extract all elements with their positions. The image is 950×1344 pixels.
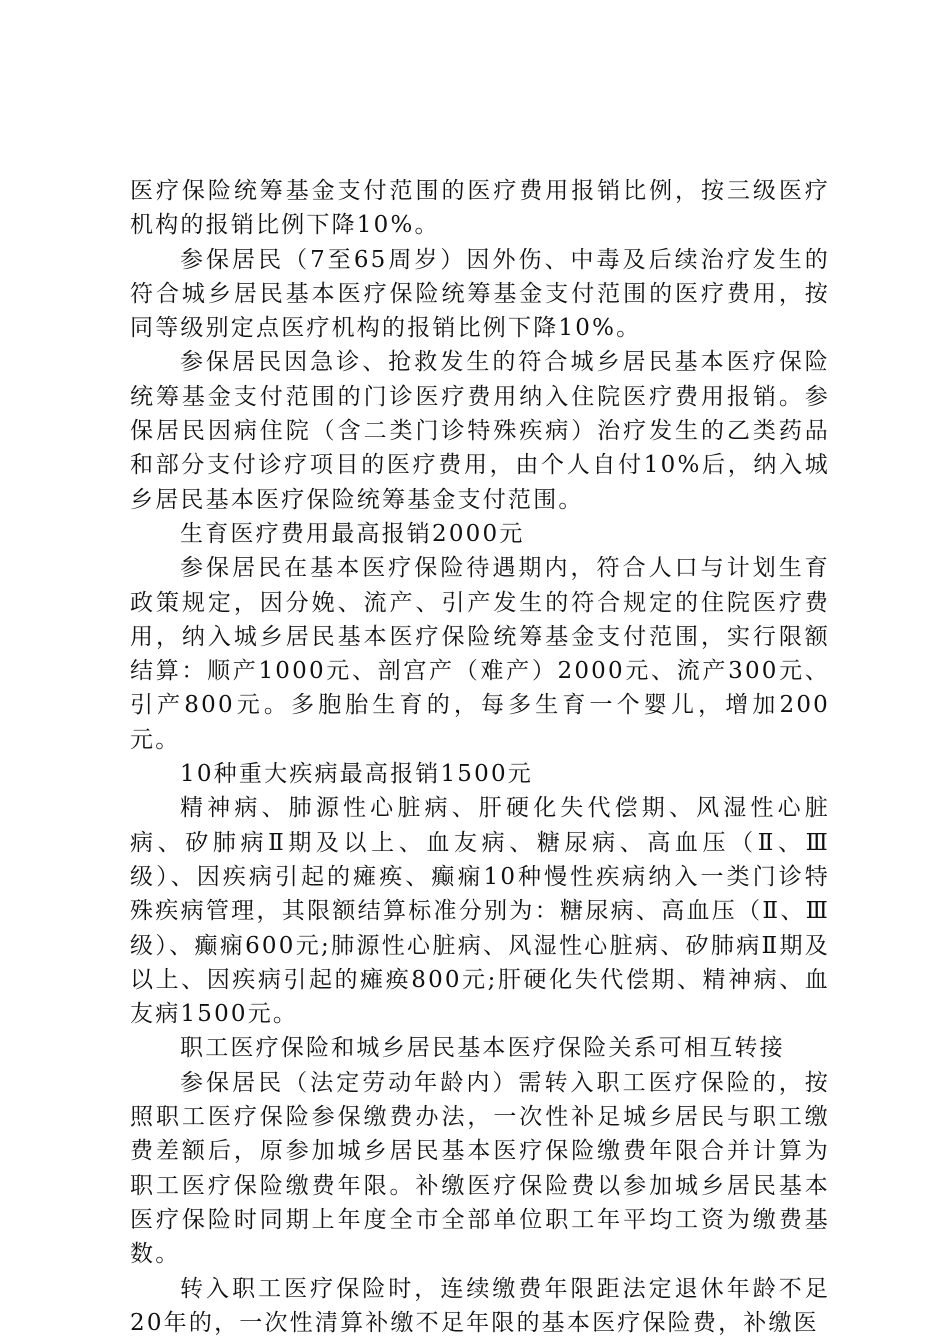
paragraph-retirement-payment: 转入职工医疗保险时，连续缴费年限距法定退休年龄不足20年的，一次性清算补缴不足年限的基本医疗保险费，补缴医: [130, 1275, 830, 1336]
paragraph-continued: 医疗保险统筹基金支付范围的医疗费用报销比例，按三级医疗机构的报销比例下降10%。: [130, 178, 830, 239]
section-heading-maternity: 生育医疗费用最高报销2000元: [180, 520, 525, 547]
section-heading-major-diseases: 10种重大疾病最高报销1500元: [180, 761, 533, 788]
paragraph-emergency-reimbursement: 参保居民因急诊、抢救发生的符合城乡居民基本医疗保险统筹基金支付范围的门诊医疗费用纳入住院医疗费用报销。参保居民因病住院（含二类门诊特殊疾病）治疗发生的乙类药品和部分支付诊疗项目的医疗费用，由个人自付10%后，纳入城乡居民基本医疗保险统筹基金支付范围。: [130, 349, 830, 513]
section-heading-insurance-transfer: 职工医疗保险和城乡居民基本医疗保险关系可相互转接: [180, 1035, 785, 1062]
document-body: [130, 174, 830, 1340]
paragraph-transfer-to-employee-insurance: 参保居民（法定劳动年龄内）需转入职工医疗保险的，按照职工医疗保险参保缴费办法，一次性补足城乡居民与职工缴费差额后，原参加城乡居民基本医疗保险缴费年限合并计算为职工医疗保险缴费年限。补缴医疗保险费以参加城乡居民基本医疗保险时同期上年度全市全部单位职工年平均工资为缴费基数。: [130, 1069, 830, 1268]
paragraph-injury-reimbursement: 参保居民（7至65周岁）因外伤、中毒及后续治疗发生的符合城乡居民基本医疗保险统筹基金支付范围的医疗费用，按同等级别定点医疗机构的报销比例下降10%。: [130, 246, 830, 342]
paragraph-chronic-diseases: 精神病、肺源性心脏病、肝硬化失代偿期、风湿性心脏病、矽肺病Ⅱ期及以上、血友病、糖尿病、高血压（Ⅱ、Ⅲ级）、因疾病引起的瘫痪、癫痫10种慢性疾病纳入一类门诊特殊疾病管理，其限额结算标准分别为：糖尿病、高血压（Ⅱ、Ⅲ级）、癫痫600元;肺源性心脏病、风湿性心脏病、矽肺病Ⅱ期及以上、因疾病引起的瘫痪800元;肝硬化失代偿期、精神病、血友病1500元。: [130, 795, 830, 1028]
paragraph-maternity-expenses: 参保居民在基本医疗保险待遇期内，符合人口与计划生育政策规定，因分娩、流产、引产发生的符合规定的住院医疗费用，纳入城乡居民基本医疗保险统筹基金支付范围，实行限额结算：顺产1000元、剖宫产（难产）2000元、流产300元、引产800元。多胞胎生育的，每多生育一个婴儿，增加200元。: [130, 555, 830, 753]
